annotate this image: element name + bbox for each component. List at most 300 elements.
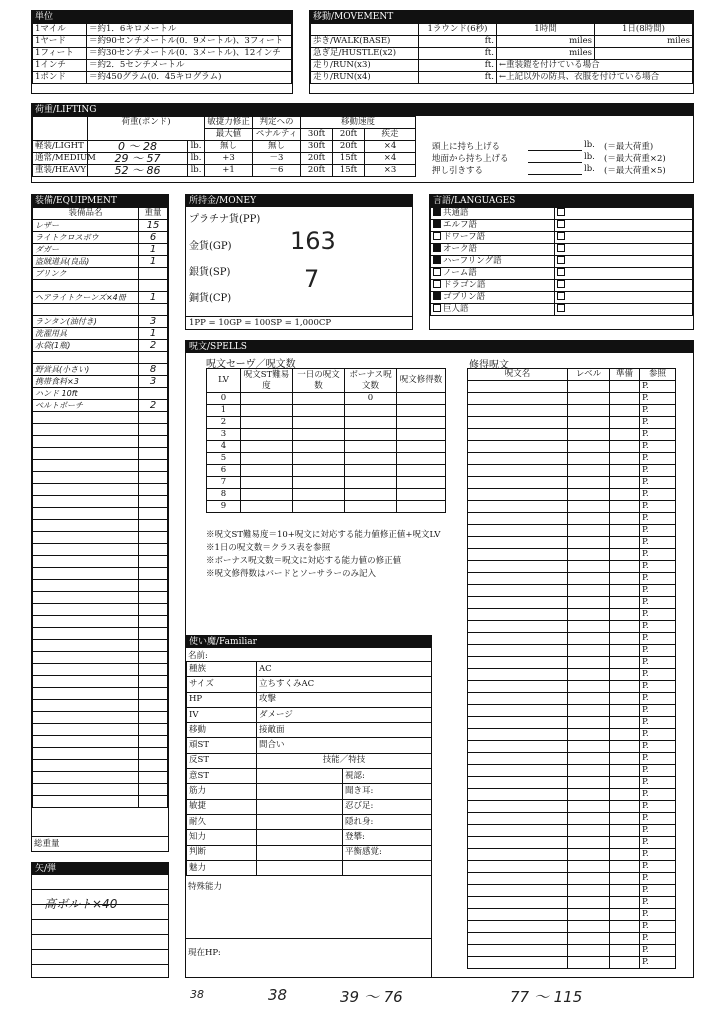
language-checkbox[interactable] bbox=[557, 304, 565, 312]
lifting-penalty: －6 bbox=[253, 165, 301, 177]
lift-capacity-label: 地面から持ち上げる bbox=[432, 154, 509, 164]
known-spell-level bbox=[568, 957, 610, 969]
equipment-row bbox=[33, 232, 168, 244]
equipment-item-name bbox=[33, 724, 139, 736]
known-spell-ref: P. bbox=[640, 801, 676, 813]
known-spell-prep bbox=[610, 921, 640, 933]
known-spell-name bbox=[468, 585, 568, 597]
equipment-item-weight bbox=[139, 460, 168, 472]
known-spell-ref: P. bbox=[640, 741, 676, 753]
spell-cell bbox=[241, 453, 293, 465]
equipment-head-name: 装備品名 bbox=[33, 208, 139, 220]
known-spell-ref: P. bbox=[640, 381, 676, 393]
equipment-table bbox=[32, 207, 168, 808]
equipment-row bbox=[33, 412, 168, 424]
known-spell-row bbox=[468, 525, 676, 537]
known-spell-ref: P. bbox=[640, 657, 676, 669]
known-spell-prep bbox=[610, 657, 640, 669]
known-spell-level bbox=[568, 573, 610, 585]
known-spell-name bbox=[468, 705, 568, 717]
known-spell-row bbox=[468, 693, 676, 705]
lift-capacity-unit: lb. bbox=[584, 140, 595, 150]
language-cell-blank bbox=[555, 256, 693, 268]
equipment-item-name: レザー bbox=[33, 220, 139, 232]
language-checkbox[interactable] bbox=[557, 244, 565, 252]
spell-cell bbox=[397, 417, 446, 429]
known-spell-name bbox=[468, 489, 568, 501]
spell-level: 1 bbox=[207, 405, 241, 417]
equipment-row bbox=[33, 592, 168, 604]
known-spell-ref: P. bbox=[640, 393, 676, 405]
language-label: 共通語 bbox=[443, 208, 469, 218]
spell-level-row bbox=[207, 393, 446, 405]
known-spell-prep bbox=[610, 525, 640, 537]
equipment-item-weight bbox=[139, 712, 168, 724]
equipment-row bbox=[33, 424, 168, 436]
known-spell-row bbox=[468, 897, 676, 909]
known-spell-row bbox=[468, 801, 676, 813]
known-head-prep: 準備 bbox=[610, 369, 640, 381]
language-row bbox=[431, 232, 693, 244]
equipment-item-weight bbox=[139, 580, 168, 592]
equipment-item-name bbox=[33, 484, 139, 496]
known-spell-ref: P. bbox=[640, 621, 676, 633]
equipment-item-weight bbox=[139, 424, 168, 436]
known-spell-ref: P. bbox=[640, 669, 676, 681]
known-spell-name bbox=[468, 909, 568, 921]
language-checkbox[interactable] bbox=[557, 208, 565, 216]
spell-cell bbox=[293, 465, 345, 477]
familiar-skill: 聞き耳: bbox=[343, 784, 432, 799]
known-spell-prep bbox=[610, 753, 640, 765]
language-checkbox[interactable] bbox=[557, 280, 565, 288]
known-spell-prep bbox=[610, 633, 640, 645]
known-spell-prep bbox=[610, 789, 640, 801]
lifting-unit: lb. bbox=[188, 141, 205, 153]
language-cell bbox=[431, 208, 555, 220]
lifting-run: ×3 bbox=[365, 165, 416, 177]
known-spell-level bbox=[568, 897, 610, 909]
spell-level: 6 bbox=[207, 465, 241, 477]
known-spell-prep bbox=[610, 501, 640, 513]
equipment-row bbox=[33, 388, 168, 400]
lift-head-dex: 敏捷力修正 bbox=[205, 117, 253, 129]
known-spell-ref: P. bbox=[640, 921, 676, 933]
known-spell-row bbox=[468, 381, 676, 393]
equipment-row bbox=[33, 556, 168, 568]
lift-capacity-note: (＝最大荷重×2) bbox=[604, 154, 666, 164]
familiar-stat-label: サイズ bbox=[187, 677, 257, 692]
known-spell-name bbox=[468, 669, 568, 681]
known-spell-prep bbox=[610, 393, 640, 405]
familiar-blank bbox=[257, 769, 343, 784]
known-spell-row bbox=[468, 621, 676, 633]
known-spell-name bbox=[468, 561, 568, 573]
units-value: ＝約1．6キロメートル bbox=[87, 24, 292, 36]
movement-head-blank bbox=[311, 24, 419, 36]
equipment-item-weight bbox=[139, 676, 168, 688]
known-spell-name bbox=[468, 765, 568, 777]
lifting-dex: +3 bbox=[205, 153, 253, 165]
spell-cell bbox=[241, 441, 293, 453]
known-spell-ref: P. bbox=[640, 873, 676, 885]
movement-label: 走り/RUN(x4) bbox=[311, 72, 419, 84]
movement-round-unit: ft. bbox=[419, 60, 497, 72]
known-spell-prep bbox=[610, 381, 640, 393]
lifting-row bbox=[33, 141, 416, 153]
known-spell-name bbox=[468, 957, 568, 969]
familiar-stat-label: 魅力 bbox=[187, 860, 257, 875]
known-spell-ref: P. bbox=[640, 681, 676, 693]
familiar-row bbox=[187, 814, 432, 829]
language-cell-blank bbox=[555, 208, 693, 220]
language-checkbox[interactable] bbox=[557, 220, 565, 228]
spell-level: 5 bbox=[207, 453, 241, 465]
language-label: ドワーフ語 bbox=[443, 232, 486, 242]
equipment-item-weight bbox=[139, 448, 168, 460]
known-spell-prep bbox=[610, 585, 640, 597]
known-spell-name bbox=[468, 501, 568, 513]
equipment-row bbox=[33, 292, 168, 304]
familiar-row bbox=[187, 830, 432, 845]
spell-cell bbox=[345, 465, 397, 477]
language-label: オーク語 bbox=[443, 244, 478, 254]
equipment-item-name bbox=[33, 304, 139, 316]
language-checkbox[interactable] bbox=[433, 232, 441, 240]
equipment-row bbox=[33, 772, 168, 784]
spell-cell bbox=[241, 465, 293, 477]
known-spell-ref: P. bbox=[640, 585, 676, 597]
familiar-stat-label: 判断 bbox=[187, 845, 257, 860]
lift-head-blank bbox=[33, 117, 88, 141]
known-spell-name bbox=[468, 717, 568, 729]
units-row bbox=[33, 24, 292, 36]
equipment-item-name bbox=[33, 412, 139, 424]
language-row bbox=[431, 244, 693, 256]
equipment-item-weight bbox=[139, 688, 168, 700]
equipment-item-name bbox=[33, 712, 139, 724]
known-spell-level bbox=[568, 621, 610, 633]
familiar-combat-label: 攻撃 bbox=[257, 692, 432, 707]
equipment-row bbox=[33, 400, 168, 412]
familiar-stat-label: IV bbox=[187, 707, 257, 722]
language-checkbox[interactable] bbox=[557, 292, 565, 300]
language-checkbox[interactable] bbox=[433, 292, 441, 300]
known-spell-name bbox=[468, 393, 568, 405]
equipment-item-weight bbox=[139, 520, 168, 532]
known-spell-prep bbox=[610, 477, 640, 489]
lifting-dex: 無し bbox=[205, 141, 253, 153]
language-checkbox[interactable] bbox=[433, 208, 441, 216]
familiar-combat-label: 立ちすくみAC bbox=[257, 677, 432, 692]
known-spell-row bbox=[468, 837, 676, 849]
money-title: 所持金/MONEY bbox=[186, 195, 412, 207]
known-spell-name bbox=[468, 777, 568, 789]
spell-note: ※ボーナス呪文数＝呪文に対応する能力値の修正値 bbox=[206, 556, 402, 566]
equipment-row bbox=[33, 340, 168, 352]
known-spell-row bbox=[468, 513, 676, 525]
known-spell-ref: P. bbox=[640, 729, 676, 741]
equipment-item-name bbox=[33, 508, 139, 520]
spell-cell bbox=[345, 405, 397, 417]
movement-round-unit: ft. bbox=[419, 36, 497, 48]
known-spell-level bbox=[568, 669, 610, 681]
known-spell-ref: P. bbox=[640, 465, 676, 477]
familiar-row bbox=[187, 860, 432, 875]
known-spell-row bbox=[468, 789, 676, 801]
familiar-stat-label: 意ST bbox=[187, 769, 257, 784]
movement-row bbox=[311, 72, 693, 84]
units-value: ＝約450グラム(0．45キログラム) bbox=[87, 72, 292, 84]
known-spell-ref: P. bbox=[640, 441, 676, 453]
familiar-row bbox=[187, 769, 432, 784]
known-spell-level bbox=[568, 729, 610, 741]
known-spell-row bbox=[468, 957, 676, 969]
known-spell-level bbox=[568, 909, 610, 921]
known-spell-row bbox=[468, 477, 676, 489]
languages-section bbox=[429, 194, 694, 330]
known-spell-level bbox=[568, 381, 610, 393]
known-spell-name bbox=[468, 657, 568, 669]
known-spell-ref: P. bbox=[640, 501, 676, 513]
known-spell-ref: P. bbox=[640, 705, 676, 717]
lift-head-speed: 移動速度 bbox=[301, 117, 416, 129]
known-spell-prep bbox=[610, 801, 640, 813]
spell-level: 0 bbox=[207, 393, 241, 405]
equipment-row bbox=[33, 700, 168, 712]
language-checkbox[interactable] bbox=[433, 304, 441, 312]
equipment-item-name bbox=[33, 640, 139, 652]
known-spell-level bbox=[568, 801, 610, 813]
known-spell-row bbox=[468, 417, 676, 429]
known-spell-prep bbox=[610, 777, 640, 789]
known-spell-name bbox=[468, 621, 568, 633]
familiar-combat-label: 間合い bbox=[257, 738, 432, 753]
spell-cell bbox=[345, 453, 397, 465]
known-spell-name bbox=[468, 645, 568, 657]
known-spell-name bbox=[468, 849, 568, 861]
known-spell-prep bbox=[610, 489, 640, 501]
known-spell-level bbox=[568, 657, 610, 669]
known-spell-prep bbox=[610, 573, 640, 585]
known-spell-name bbox=[468, 921, 568, 933]
equipment-item-weight bbox=[139, 616, 168, 628]
spell-cell bbox=[293, 429, 345, 441]
movement-label: 走り/RUN(x3) bbox=[311, 60, 419, 72]
known-spell-name bbox=[468, 609, 568, 621]
equipment-row bbox=[33, 460, 168, 472]
familiar-stat-label: 反ST bbox=[187, 753, 257, 768]
equipment-item-weight bbox=[139, 436, 168, 448]
language-checkbox[interactable] bbox=[433, 268, 441, 276]
movement-section bbox=[309, 10, 694, 94]
known-spell-prep bbox=[610, 609, 640, 621]
familiar-row bbox=[187, 784, 432, 799]
equipment-item-weight bbox=[139, 724, 168, 736]
lifting-speed20: 15ft bbox=[333, 165, 365, 177]
known-spell-row bbox=[468, 393, 676, 405]
familiar-name-label: 名前: bbox=[188, 651, 208, 661]
familiar-skill: 忍び足: bbox=[343, 799, 432, 814]
language-checkbox[interactable] bbox=[433, 256, 441, 264]
familiar-stat-label: 筋力 bbox=[187, 784, 257, 799]
lifting-title: 荷重/LIFTING bbox=[32, 104, 693, 116]
units-row bbox=[33, 36, 292, 48]
familiar-stat-label: 耐久 bbox=[187, 814, 257, 829]
language-cell-blank bbox=[555, 304, 693, 316]
spell-cell bbox=[397, 405, 446, 417]
movement-day-unit bbox=[595, 48, 693, 60]
known-spell-prep bbox=[610, 717, 640, 729]
units-name: 1フィート bbox=[33, 48, 87, 60]
equipment-item-weight bbox=[139, 664, 168, 676]
units-name: 1ポンド bbox=[33, 72, 87, 84]
lift-head-30: 30ft bbox=[301, 129, 333, 141]
spells-title: 呪文/SPELLS bbox=[186, 341, 693, 353]
language-checkbox[interactable] bbox=[557, 256, 565, 264]
known-spell-ref: P. bbox=[640, 429, 676, 441]
equipment-item-weight bbox=[139, 568, 168, 580]
lifting-speed30: 20ft bbox=[301, 153, 333, 165]
equipment-item-weight bbox=[139, 484, 168, 496]
known-spell-level bbox=[568, 933, 610, 945]
known-spell-level bbox=[568, 633, 610, 645]
known-spell-level bbox=[568, 537, 610, 549]
language-cell-blank bbox=[555, 292, 693, 304]
equipment-item-weight: 3 bbox=[139, 376, 168, 388]
movement-hour-unit: miles bbox=[497, 48, 595, 60]
lifting-unit: lb. bbox=[188, 153, 205, 165]
equipment-head-weight: 重量 bbox=[139, 208, 168, 220]
known-spell-ref: P. bbox=[640, 957, 676, 969]
language-row bbox=[431, 304, 693, 316]
equipment-item-name bbox=[33, 772, 139, 784]
known-spell-prep bbox=[610, 513, 640, 525]
lifting-row bbox=[33, 153, 416, 165]
known-spells-table bbox=[467, 368, 676, 969]
known-spell-ref: P. bbox=[640, 609, 676, 621]
footer-note-4: 77 ～ 115 bbox=[510, 988, 583, 1006]
equipment-item-weight bbox=[139, 736, 168, 748]
spell-level-row bbox=[207, 405, 446, 417]
equipment-row bbox=[33, 316, 168, 328]
spell-level-row bbox=[207, 429, 446, 441]
known-spell-ref: P. bbox=[640, 633, 676, 645]
equipment-item-name bbox=[33, 796, 139, 808]
language-row bbox=[431, 220, 693, 232]
known-spell-row bbox=[468, 777, 676, 789]
known-spell-ref: P. bbox=[640, 597, 676, 609]
known-spell-level bbox=[568, 861, 610, 873]
familiar-stat-label: 知力 bbox=[187, 830, 257, 845]
lifting-penalty: 無し bbox=[253, 141, 301, 153]
language-row bbox=[431, 292, 693, 304]
known-spell-prep bbox=[610, 873, 640, 885]
movement-hour-unit: miles bbox=[497, 36, 595, 48]
language-checkbox[interactable] bbox=[433, 244, 441, 252]
language-label: エルフ語 bbox=[443, 220, 478, 230]
spell-cell bbox=[241, 405, 293, 417]
language-label: 巨人語 bbox=[443, 304, 469, 314]
equipment-item-weight: 1 bbox=[139, 256, 168, 268]
equipment-item-weight bbox=[139, 412, 168, 424]
language-checkbox[interactable] bbox=[557, 232, 565, 240]
known-spell-row bbox=[468, 429, 676, 441]
known-spell-row bbox=[468, 669, 676, 681]
known-spell-row bbox=[468, 765, 676, 777]
known-spell-ref: P. bbox=[640, 897, 676, 909]
language-label: ゴブリン語 bbox=[443, 292, 486, 302]
known-spell-prep bbox=[610, 933, 640, 945]
language-checkbox[interactable] bbox=[557, 268, 565, 276]
known-spell-name bbox=[468, 549, 568, 561]
equipment-item-weight: 15 bbox=[139, 220, 168, 232]
equipment-row bbox=[33, 724, 168, 736]
known-spell-name bbox=[468, 801, 568, 813]
footer-note-1: 38 bbox=[190, 988, 204, 1001]
equipment-item-weight bbox=[139, 640, 168, 652]
spell-cell bbox=[345, 489, 397, 501]
language-cell bbox=[431, 256, 555, 268]
known-spell-level bbox=[568, 453, 610, 465]
money-pp-label: プラチナ貨(PP) bbox=[189, 214, 261, 225]
money-sp-value: 7 bbox=[304, 265, 320, 293]
lifting-label: 重装/HEAVY bbox=[33, 165, 88, 177]
ammo-section bbox=[31, 862, 169, 978]
known-spell-level bbox=[568, 753, 610, 765]
spell-cell bbox=[241, 393, 293, 405]
equipment-item-weight bbox=[139, 796, 168, 808]
known-spell-name bbox=[468, 933, 568, 945]
movement-row bbox=[311, 60, 693, 72]
known-spell-prep bbox=[610, 417, 640, 429]
footer-note-2: 38 bbox=[268, 986, 288, 1004]
known-head-ref: 参照 bbox=[640, 369, 676, 381]
spells-section bbox=[185, 340, 694, 978]
known-spell-name bbox=[468, 693, 568, 705]
known-spell-row bbox=[468, 561, 676, 573]
known-spell-ref: P. bbox=[640, 453, 676, 465]
known-spell-name bbox=[468, 741, 568, 753]
known-spell-name bbox=[468, 405, 568, 417]
lift-capacity bbox=[432, 140, 692, 176]
known-spell-prep bbox=[610, 429, 640, 441]
known-spell-ref: P. bbox=[640, 549, 676, 561]
known-head-name: 呪文名 bbox=[468, 369, 568, 381]
known-spell-row bbox=[468, 489, 676, 501]
known-spell-prep bbox=[610, 957, 640, 969]
known-spell-row bbox=[468, 597, 676, 609]
language-checkbox[interactable] bbox=[433, 220, 441, 228]
spell-level-row bbox=[207, 441, 446, 453]
language-label: ドラゴン語 bbox=[443, 280, 486, 290]
known-spell-name bbox=[468, 825, 568, 837]
equipment-item-name bbox=[33, 616, 139, 628]
known-spell-prep bbox=[610, 693, 640, 705]
equipment-item-weight: 1 bbox=[139, 328, 168, 340]
language-checkbox[interactable] bbox=[433, 280, 441, 288]
equipment-item-weight bbox=[139, 280, 168, 292]
known-spell-name bbox=[468, 537, 568, 549]
movement-row bbox=[311, 48, 693, 60]
lifting-dex: +1 bbox=[205, 165, 253, 177]
equipment-item-name: ベルトポーチ bbox=[33, 400, 139, 412]
familiar-row bbox=[187, 692, 432, 707]
equipment-item-name bbox=[33, 580, 139, 592]
lift-head-load: 荷重(ポンド) bbox=[88, 117, 205, 141]
familiar-blank bbox=[257, 830, 343, 845]
known-spell-ref: P. bbox=[640, 789, 676, 801]
